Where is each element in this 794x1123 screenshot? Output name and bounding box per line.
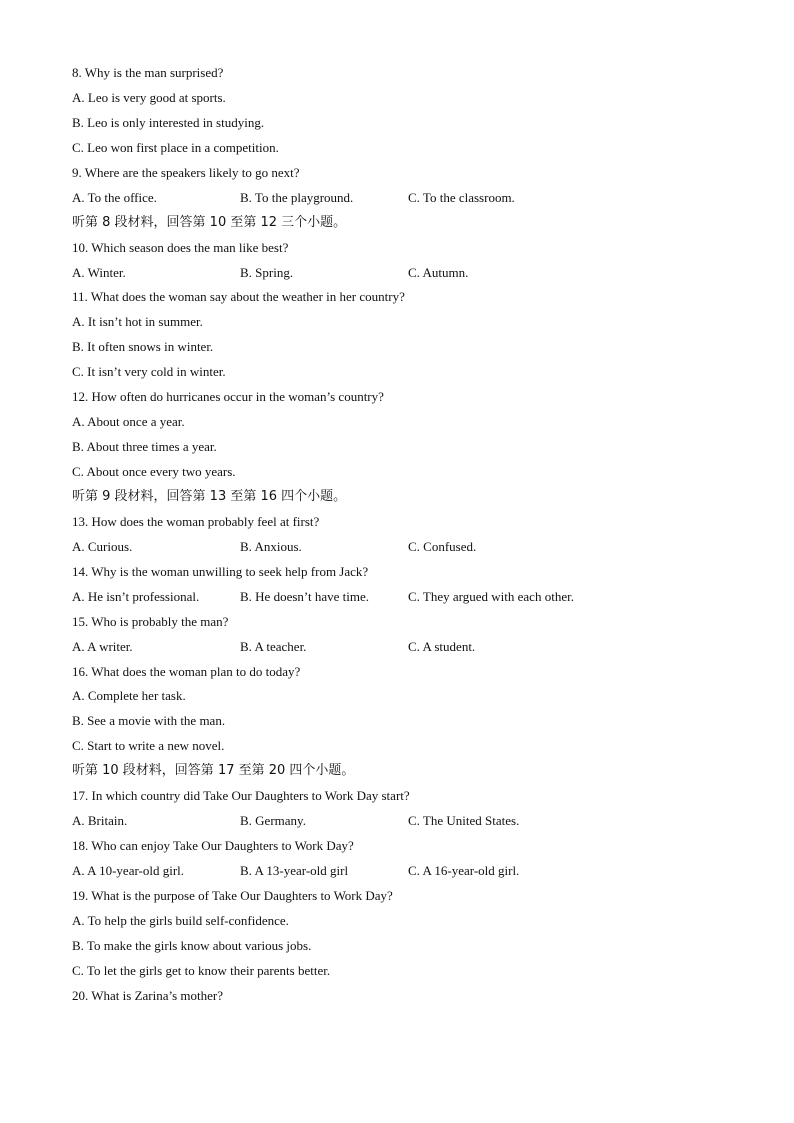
option-row: [72, 261, 732, 286]
answer-option: B. About three times a year.: [72, 439, 217, 455]
section-heading: 听第 9 段材料，回答第 13 至第 16 四个小题。: [72, 488, 347, 504]
answer-option: A. Complete her task.: [72, 688, 186, 704]
answer-option: C. It isn’t very cold in winter.: [72, 364, 226, 380]
question-text: 8. Why is the man surprised?: [72, 65, 224, 80]
answer-option: A. A writer.: [72, 638, 133, 654]
answer-option: B. See a movie with the man.: [72, 713, 226, 729]
question-text: 13. How does the woman probably feel at first?: [72, 513, 320, 529]
answer-option: C. Confused.: [408, 538, 477, 554]
option-row: [72, 186, 732, 211]
answer-option: B. A teacher.: [240, 638, 307, 654]
exam-page: [72, 61, 732, 1009]
answer-option: B. Leo is only interested in studying.: [72, 114, 265, 130]
option-row: [72, 585, 732, 610]
answer-option: A. Leo is very good at sports.: [72, 89, 226, 105]
question-text: 19. What is the purpose of Take Our Daughters to Work Day?: [72, 887, 393, 903]
answer-option: C. The United States.: [408, 813, 520, 829]
question-text: 16. What does the woman plan to do today?: [72, 663, 301, 679]
answer-option: A. About once a year.: [72, 414, 185, 430]
answer-option: C. Start to write a new novel.: [72, 738, 225, 754]
option-row: [72, 635, 732, 660]
question-text: 10. Which season does the man like best?: [72, 239, 289, 255]
answer-option: B. To the playground.: [240, 189, 354, 205]
answer-option: A. He isn’t professional.: [72, 588, 200, 604]
answer-option: A. It isn’t hot in summer.: [72, 314, 203, 330]
question-text: 17. In which country did Take Our Daughters to Work Day start?: [72, 788, 410, 804]
question-text: 12. How often do hurricanes occur in the woman’s country?: [72, 389, 384, 405]
question-text: 18. Who can enjoy Take Our Daughters to Work Day?: [72, 838, 354, 854]
answer-option: B. It often snows in winter.: [72, 339, 214, 355]
question-text: 11. What does the woman say about the weather in her country?: [72, 289, 405, 305]
option-row: [72, 809, 732, 834]
question-text: 15. Who is probably the man?: [72, 613, 229, 629]
answer-option: C. Leo won first place in a competition.: [72, 139, 279, 155]
answer-option: C. A 16-year-old girl.: [408, 863, 520, 878]
answer-option: A. Winter.: [72, 264, 126, 280]
answer-option: A. Curious.: [72, 538, 133, 554]
answer-option: A. To the office.: [72, 189, 157, 205]
answer-option: B. Germany.: [240, 813, 306, 829]
question-text: 20. What is Zarina’s mother?: [72, 987, 224, 1003]
option-row: [72, 535, 732, 560]
answer-option: A. To help the girls build self-confidence.: [72, 912, 289, 928]
answer-option: A. Britain.: [72, 813, 128, 829]
answer-option: C. About once every two years.: [72, 464, 236, 479]
question-text: 14. Why is the woman unwilling to seek help from Jack?: [72, 563, 369, 579]
answer-option: C. A student.: [408, 638, 476, 654]
answer-option: C. They argued with each other.: [408, 588, 574, 604]
answer-option: B. He doesn’t have time.: [240, 588, 370, 604]
answer-option: B. To make the girls know about various jobs.: [72, 937, 312, 953]
answer-option: A. A 10-year-old girl.: [72, 863, 185, 878]
question-text: 9. Where are the speakers likely to go next?: [72, 164, 300, 180]
option-row: [72, 859, 732, 884]
section-heading: 听第 8 段材料，回答第 10 至第 12 三个小题。: [72, 214, 347, 230]
answer-option: B. A 13-year-old girl: [240, 863, 349, 878]
answer-option: B. Spring.: [240, 264, 294, 280]
answer-option: C. Autumn.: [408, 264, 469, 280]
answer-option: C. To the classroom.: [408, 189, 515, 205]
section-heading: 听第 10 段材料，回答第 17 至第 20 四个小题。: [72, 763, 355, 779]
answer-option: B. Anxious.: [240, 538, 302, 554]
answer-option: C. To let the girls get to know their parents better.: [72, 962, 331, 978]
